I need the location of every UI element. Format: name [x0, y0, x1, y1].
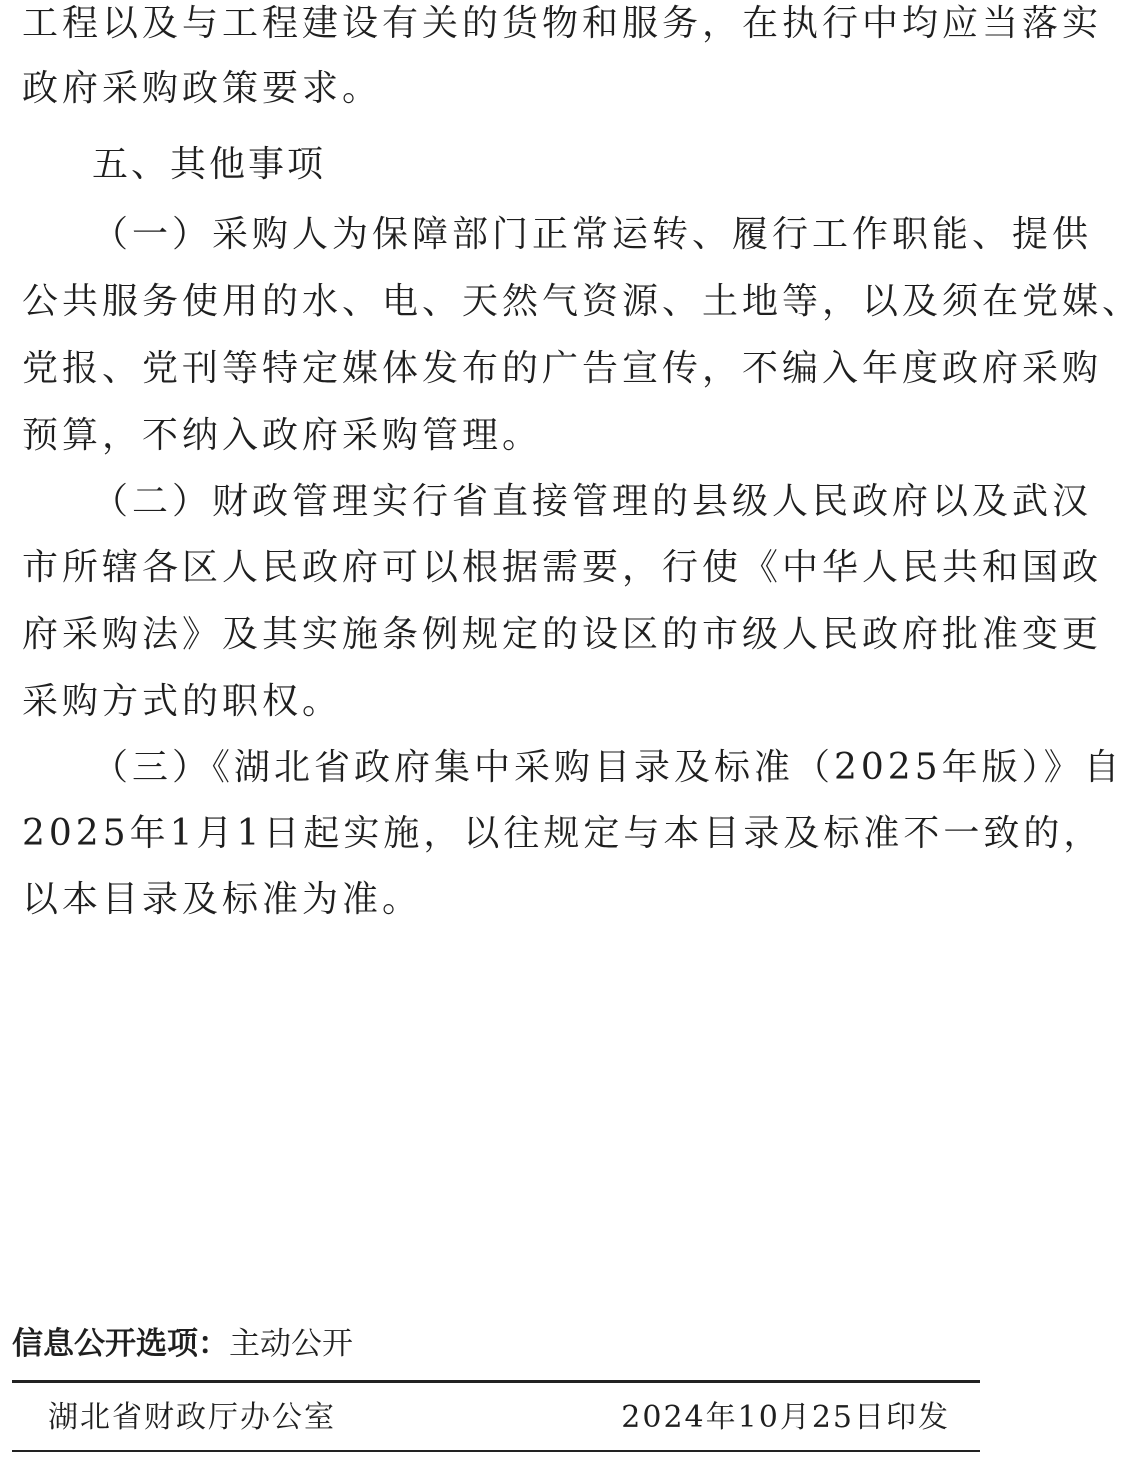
body-text-line: 采购方式的职权。 [22, 681, 343, 722]
disclosure-option [12, 1322, 353, 1366]
body-text-line: 工程以及与工程建设有关的货物和服务，在执行中均应当落实 [22, 3, 1103, 44]
body-text-line: 党报、党刊等特定媒体发布的广告宣传，不编入年度政府采购 [22, 348, 1103, 389]
issuer: 湖北省财政厅办公室 [48, 1400, 336, 1435]
body-text-line: 公共服务使用的水、电、天然气资源、土地等，以及须在党媒、 [22, 281, 1142, 322]
body-text-line: 以本目录及标准为准。 [22, 879, 423, 920]
body-text-line: （三）《湖北省政府集中采购目录及标准（2025年版）》自 [92, 747, 1124, 788]
body-text-line: 市所辖各区人民政府可以根据需要，行使《中华人民共和国政 [22, 547, 1103, 588]
section-heading: 五、其他事项 [92, 144, 327, 185]
issue-date: 2024年10月25日印发 [621, 1400, 950, 1435]
body-text-line: （二）财政管理实行省直接管理的县级人民政府以及武汉 [92, 481, 1093, 522]
disclosure-label: 信息公开选项： [12, 1326, 229, 1362]
body-text-line: 政府采购政策要求。 [22, 68, 383, 109]
body-text-line: 2025年1月1日起实施，以往规定与本目录及标准不一致的， [22, 813, 1104, 854]
footer-top-rule [12, 1380, 980, 1383]
body-text-line: （一）采购人为保障部门正常运转、履行工作职能、提供 [92, 214, 1093, 255]
body-text-line: 府采购法》及其实施条例规定的设区的市级人民政府批准变更 [22, 614, 1103, 655]
disclosure-value: 主动公开 [229, 1326, 353, 1362]
footer-bottom-rule [12, 1450, 980, 1452]
body-text-line: 预算，不纳入政府采购管理。 [22, 415, 543, 456]
